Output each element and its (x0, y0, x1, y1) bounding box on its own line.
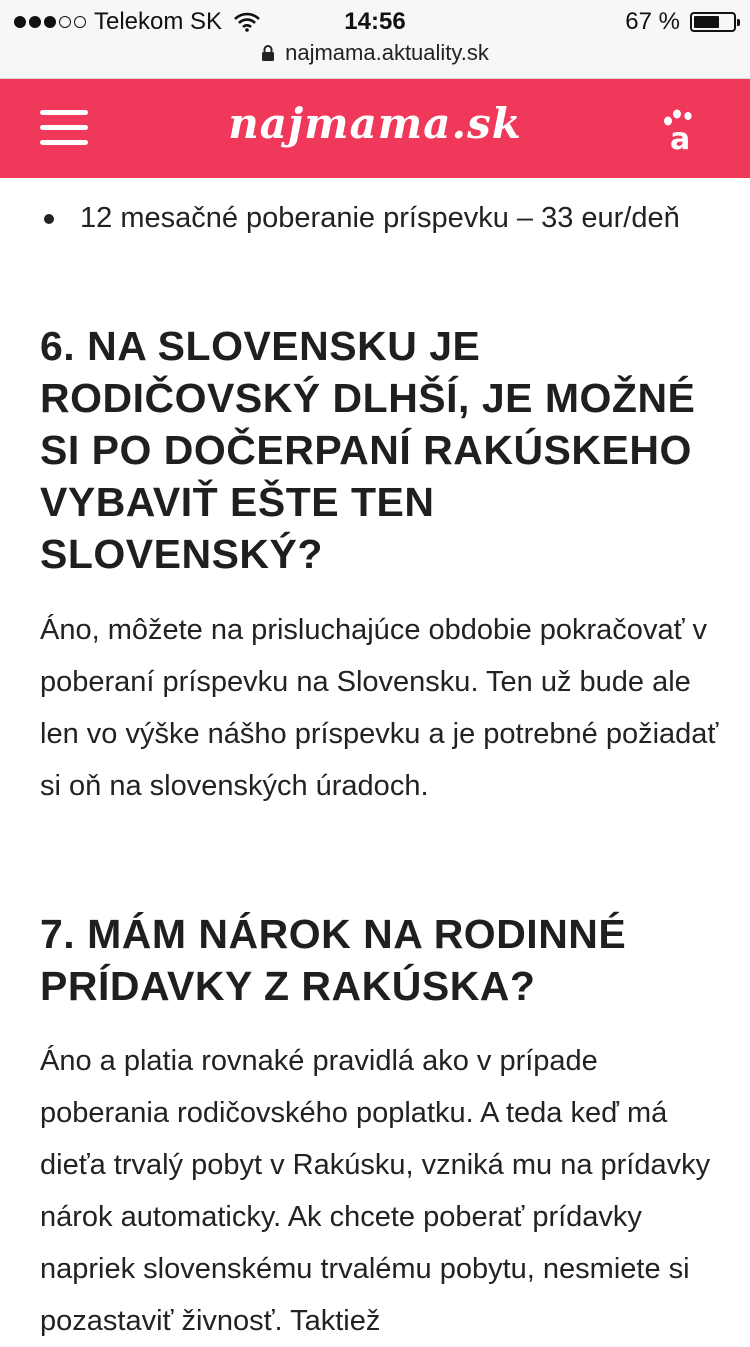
carrier-name: Telekom SK (94, 8, 223, 35)
bullet-icon (44, 214, 54, 224)
site-logo[interactable]: najmama.sk (228, 99, 522, 148)
lock-icon (261, 45, 275, 61)
status-bar (0, 0, 750, 79)
bullet-list (40, 192, 720, 244)
user-paw-icon[interactable] (662, 107, 702, 151)
section-paragraph-6: Áno, môžete na prisluchajúce obdobie pokračovať v poberaní príspevku na Slovensku. Ten už bude ale len vo výške nášho príspevku a je potrebné požiadať si oň na slovenských úradoch. (40, 614, 719, 802)
section-heading-6: 6. NA SLOVENSKU JE RODIČOVSKÝ DLHŠÍ, JE MOŽNÉ SI PO DOČERPANÍ RAKÚSKEHO VYBAVIŤ EŠTE TEN SLOVENSKÝ? (40, 323, 696, 577)
section-heading-7: 7. MÁM NÁROK NA RODINNÉ PRÍDAVKY Z RAKÚSKA? (40, 911, 627, 1009)
article-content (40, 178, 720, 1337)
list-item (40, 192, 720, 244)
svg-text:a: a (670, 122, 691, 151)
battery-percentage: 67 % (625, 8, 680, 35)
status-right (625, 8, 736, 36)
clock: 14:56 (344, 8, 406, 35)
section-paragraph-7: Áno a platia rovnaké pravidlá ako v prípade poberania rodičovského poplatku. A teda keď má dieťa trvalý pobyt v Rakúsku, vzniká mu na prídavky nárok automaticky. Ak chcete poberať prídavky napriek slovenskému trvalému pobytu, nesmiete si pozastaviť živnosť. Taktiež (40, 1045, 711, 1337)
address-bar[interactable] (0, 40, 750, 66)
list-item-text: 12 mesačné poberanie príspevku – 33 eur/deň (80, 202, 680, 234)
site-header (0, 79, 750, 178)
battery-icon (690, 12, 736, 32)
url-text: najmama.aktuality.sk (285, 40, 489, 65)
